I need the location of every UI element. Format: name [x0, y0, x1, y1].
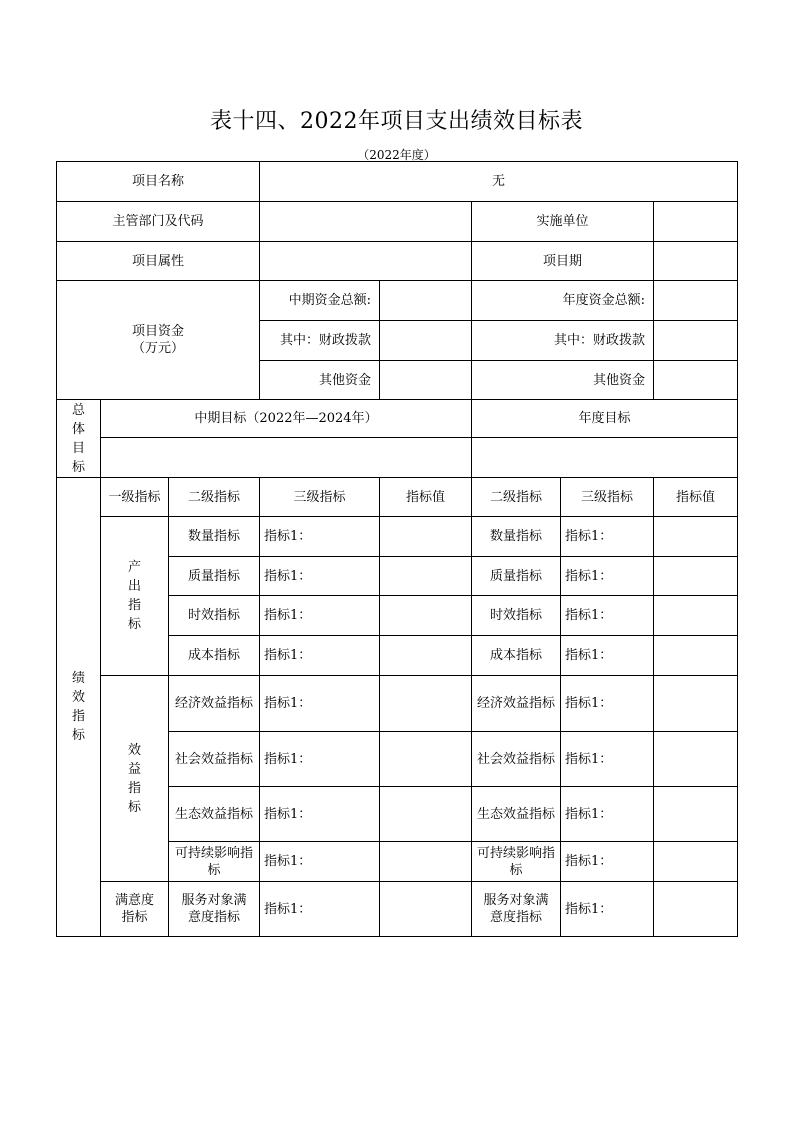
- dept-label: 主管部门及代码: [57, 202, 260, 242]
- indicator-level2-mid: 社会效益指标: [169, 732, 260, 787]
- indicator-level3-year: 指标1：: [561, 596, 654, 636]
- indicator-level3-year: 指标1：: [561, 636, 654, 676]
- year-fiscal-value: [654, 321, 738, 361]
- indicator-level2-year: 成本指标: [472, 636, 561, 676]
- year-other-value: [654, 361, 738, 400]
- mid-other-value: [380, 361, 472, 400]
- indicator-level3-mid: 指标1：: [260, 842, 380, 882]
- performance-indicators-label: 绩效指标: [72, 671, 86, 743]
- header-value-mid: 指标值: [380, 478, 472, 517]
- attr-value: [260, 242, 472, 281]
- page-title: 表十四、2022年项目支出绩效目标表: [210, 109, 583, 134]
- performance-target-table: [56, 161, 738, 937]
- indicator-level3-year: 指标1：: [561, 557, 654, 596]
- indicator-value-mid: [380, 732, 472, 787]
- indicator-level3-year: 指标1：: [561, 676, 654, 732]
- funds-label-cell: [57, 281, 260, 400]
- year-other-label: 其他资金: [472, 361, 654, 400]
- project-name-label: 项目名称: [57, 162, 260, 202]
- year-fiscal-label: 其中：财政拨款: [472, 321, 654, 361]
- year-total-label: 年度资金总额:: [472, 281, 654, 321]
- indicator-value-year: [654, 732, 738, 787]
- performance-indicators-label-cell: [57, 478, 101, 937]
- mid-term-goal-header: 中期目标（2022年—2024年）: [101, 400, 472, 438]
- output-indicators-label: 产出指标: [128, 560, 142, 632]
- mid-fiscal-value: [380, 321, 472, 361]
- indicator-level2-mid: 经济效益指标: [169, 676, 260, 732]
- indicator-value-year: [654, 676, 738, 732]
- indicator-value-mid: [380, 636, 472, 676]
- overall-goal-label: 总体目标: [72, 402, 86, 475]
- indicator-value-year: [654, 557, 738, 596]
- header-level3-mid: 三级指标: [260, 478, 380, 517]
- period-value: [654, 242, 738, 281]
- indicator-value-mid: [380, 557, 472, 596]
- indicator-value-mid: [380, 787, 472, 842]
- indicator-level3-year: 指标1：: [561, 882, 654, 937]
- mid-fiscal-label: 其中：财政拨款: [260, 321, 380, 361]
- indicator-level2-mid: 生态效益指标: [169, 787, 260, 842]
- indicator-value-year: [654, 787, 738, 842]
- indicator-level3-year: 指标1：: [561, 842, 654, 882]
- indicator-level2-year: 经济效益指标: [472, 676, 561, 732]
- indicator-value-year: [654, 882, 738, 937]
- indicator-level2-mid: 服务对象满意度指标: [169, 882, 260, 937]
- satisfaction-indicators-label: 满意度指标: [101, 882, 169, 937]
- indicator-value-year: [654, 636, 738, 676]
- mid-other-label: 其他资金: [260, 361, 380, 400]
- impl-unit-value: [654, 202, 738, 242]
- indicator-level2-year: 时效指标: [472, 596, 561, 636]
- indicator-level2-mid: 成本指标: [169, 636, 260, 676]
- indicator-level3-mid: 指标1：: [260, 636, 380, 676]
- attr-label: 项目属性: [57, 242, 260, 281]
- indicator-value-mid: [380, 517, 472, 557]
- benefit-indicators-label-cell: [101, 676, 169, 882]
- indicator-value-year: [654, 842, 738, 882]
- indicator-level3-year: 指标1：: [561, 787, 654, 842]
- indicator-value-mid: [380, 842, 472, 882]
- indicator-value-year: [654, 517, 738, 557]
- output-indicators-label-cell: [101, 517, 169, 676]
- indicator-level2-year: 生态效益指标: [472, 787, 561, 842]
- indicator-level2-mid: 质量指标: [169, 557, 260, 596]
- mid-total-value: [380, 281, 472, 321]
- indicator-level3-mid: 指标1：: [260, 517, 380, 557]
- indicator-level2-year: 社会效益指标: [472, 732, 561, 787]
- overall-goal-label-cell: [57, 400, 101, 478]
- header-level3-year: 三级指标: [561, 478, 654, 517]
- indicator-level2-mid: 可持续影响指标: [169, 842, 260, 882]
- period-label: 项目期: [472, 242, 654, 281]
- indicator-level2-mid: 数量指标: [169, 517, 260, 557]
- indicator-level3-mid: 指标1：: [260, 787, 380, 842]
- indicator-value-mid: [380, 676, 472, 732]
- indicator-level3-year: 指标1：: [561, 732, 654, 787]
- annual-goal-value: [472, 438, 738, 478]
- mid-total-label: 中期资金总额:: [260, 281, 380, 321]
- funds-unit: （万元）: [131, 341, 184, 356]
- indicator-level3-mid: 指标1：: [260, 882, 380, 937]
- indicator-value-year: [654, 596, 738, 636]
- year-note: （2022年度）: [357, 148, 436, 162]
- indicator-level2-year: 可持续影响指标: [472, 842, 561, 882]
- year-total-value: [654, 281, 738, 321]
- indicator-level2-year: 质量指标: [472, 557, 561, 596]
- header-level1: 一级指标: [101, 478, 169, 517]
- header-level2-year: 二级指标: [472, 478, 561, 517]
- dept-value: [260, 202, 472, 242]
- indicator-level2-year: 服务对象满意度指标: [472, 882, 561, 937]
- indicator-level3-mid: 指标1：: [260, 732, 380, 787]
- benefit-indicators-label: 效益指标: [128, 742, 142, 815]
- indicator-level3-year: 指标1：: [561, 517, 654, 557]
- funds-label: 项目资金: [131, 324, 184, 339]
- indicator-value-mid: [380, 596, 472, 636]
- indicator-level3-mid: 指标1：: [260, 676, 380, 732]
- project-name-value: 无: [260, 162, 738, 202]
- indicator-level2-mid: 时效指标: [169, 596, 260, 636]
- header-level2-mid: 二级指标: [169, 478, 260, 517]
- impl-unit-label: 实施单位: [472, 202, 654, 242]
- annual-goal-header: 年度目标: [472, 400, 738, 438]
- header-value-year: 指标值: [654, 478, 738, 517]
- mid-term-goal-value: [101, 438, 472, 478]
- indicator-level3-mid: 指标1：: [260, 596, 380, 636]
- indicator-value-mid: [380, 882, 472, 937]
- indicator-level2-year: 数量指标: [472, 517, 561, 557]
- indicator-level3-mid: 指标1：: [260, 557, 380, 596]
